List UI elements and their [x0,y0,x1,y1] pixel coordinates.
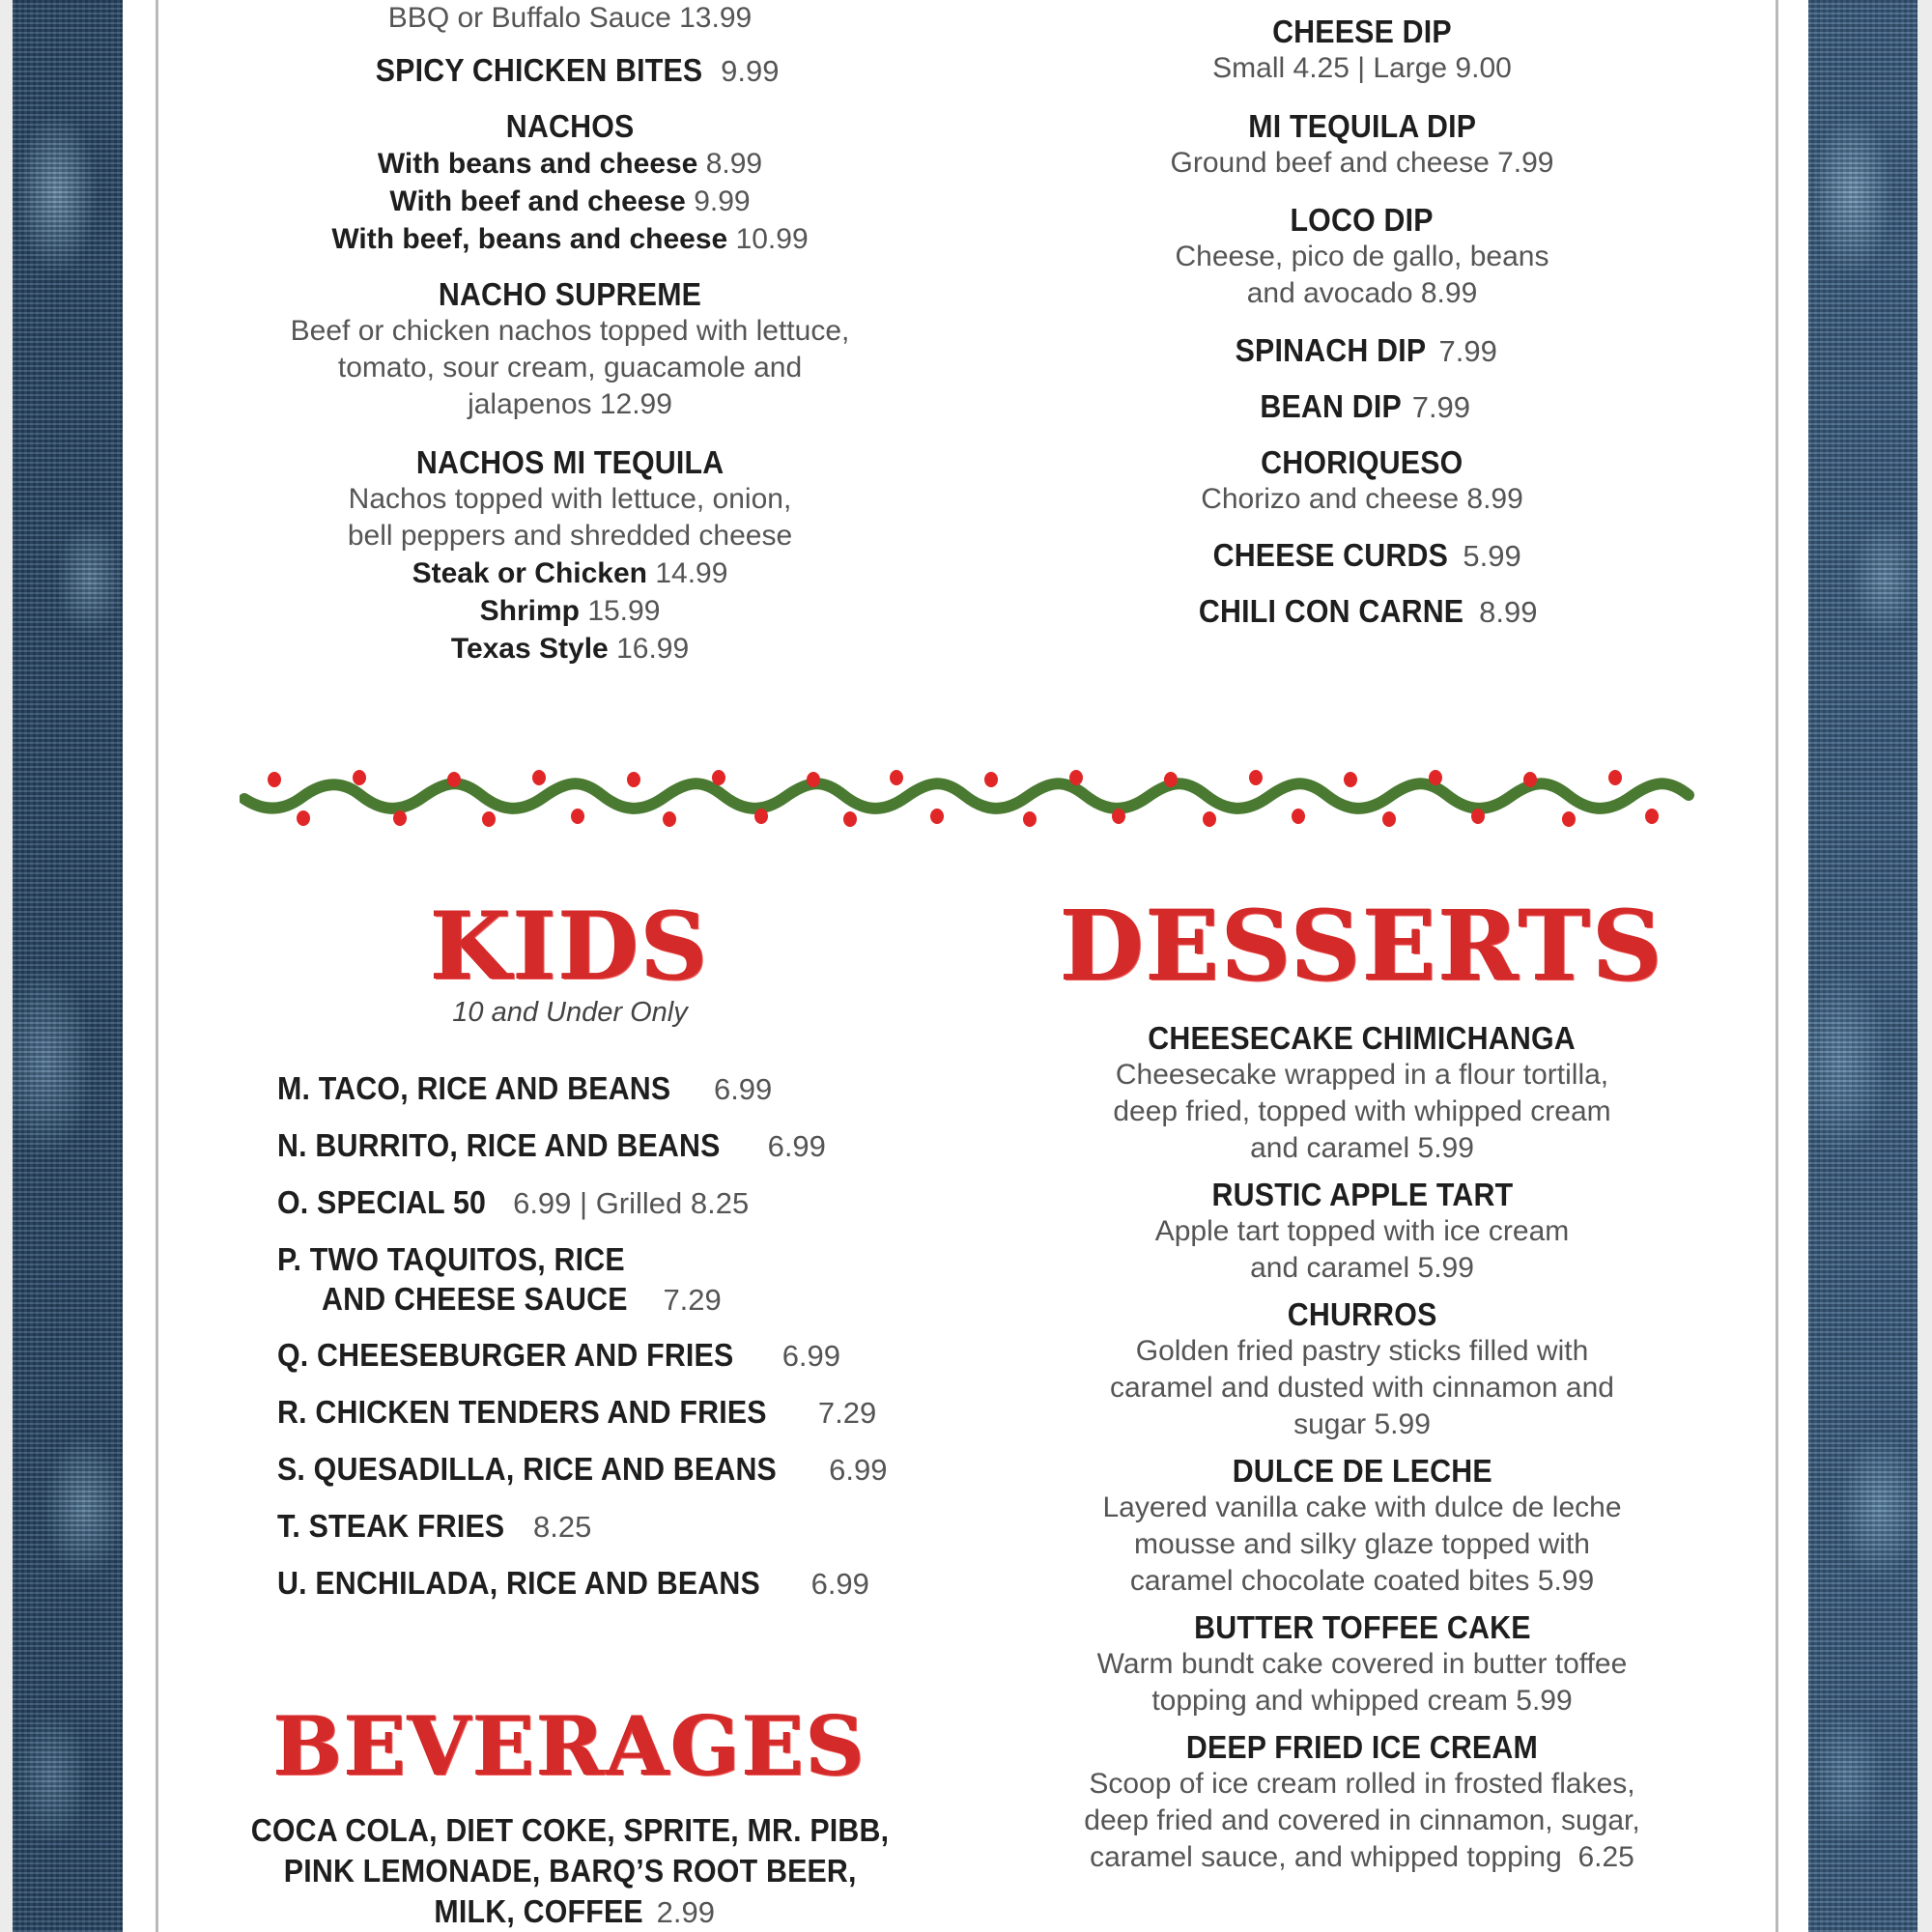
kids-title: KIDS [430,892,710,1001]
beverages-line: COCA COLA, DIET COKE, SPRITE, MR. PIBB, [250,1812,890,1848]
desserts-title: DESSERTS [1060,889,1664,1003]
dessert-item: CHURROS Golden fried pastry sticks filled with caramel and dusted with cinnamon and sugar 5.99 [1110,1296,1614,1440]
dessert-item: RUSTIC APPLE TART Apple tart topped with ice cream and caramel 5.99 [1154,1177,1570,1284]
kids-item: S. QUESADILLA, RICE AND BEANS 6.99 [277,1451,888,1487]
kids-item: U. ENCHILADA, RICE AND BEANS 6.99 [277,1565,869,1601]
kids-item: Q. CHEESEBURGER AND FRIES 6.99 [277,1337,841,1373]
spicy-chicken-bites-item: SPICY CHICKEN BITES 9.99 [375,52,780,88]
nachos-option: With beef, beans and cheese 10.99 [331,223,809,255]
nachos-item: NACHOS With beans and cheese 8.99 With beef and cheese 9.99 With beef, beans and cheese 10.99 [222,108,918,258]
desserts-list [1034,1020,1690,1876]
choriqueso-item: CHORIQUESO Chorizo and cheese 8.99 [1201,444,1523,515]
desserts-section [1034,889,1690,1003]
kids-item: M. TACO, RICE AND BEANS 6.99 [277,1070,773,1106]
kids-item: O. SPECIAL 50 6.99 | Grilled 8.25 [277,1184,750,1220]
kids-item: R. CHICKEN TENDERS AND FRIES 7.29 [277,1394,877,1430]
kids-items-list [277,1061,915,1612]
beverages-section [213,1700,927,1930]
beverages-title: BEVERAGES [273,1698,867,1794]
dessert-item: CHEESECAKE CHIMICHANGA Cheesecake wrapped in a flour tortilla, deep fried, topped with whipped cream and caramel 5.99 [1113,1020,1611,1164]
cheese-curds-item: CHEESE CURDS 5.99 [1212,537,1521,573]
left-rule-line [156,0,158,1932]
loco-dip-item: LOCO DIP Cheese, pico de gallo, beans and avocado 8.99 [1175,202,1549,309]
nachos-option: With beef and cheese 9.99 [389,185,751,217]
kids-subtitle: 10 and Under Only [452,997,688,1028]
dessert-item: BUTTER TOFFEE CAKE Warm bundt cake covered in butter toffee topping and whipped cream 5.99 [1096,1609,1628,1717]
mi-tequila-option: Shrimp 15.99 [479,595,661,627]
mi-tequila-option: Texas Style 16.99 [450,633,690,665]
bean-dip-item: BEAN DIP 7.99 [1260,388,1471,424]
beverages-line: MILK, COFFEE 2.99 [434,1893,716,1929]
decorative-wave-divider [240,758,1698,836]
kids-item: P. TWO TAQUITOS, RICE AND CHEESE SAUCE 7.29 [277,1241,722,1317]
dessert-item: DEEP FRIED ICE CREAM Scoop of ice cream rolled in frosted flakes, deep fried and covered in cinnamon, sugar, caramel sauce, and whipped topping 6.25 [1084,1729,1640,1873]
left-denim-border [13,0,123,1932]
spinach-dip-item: SPINACH DIP 7.99 [1235,332,1497,368]
kids-section [232,892,908,1029]
right-rule-line [1776,0,1778,1932]
mi-tequila-option: Steak or Chicken 14.99 [412,557,728,589]
right-edge-strip [1918,0,1932,1932]
left-edge-strip [0,0,13,1932]
buffalo-wings-partial: BBQ or Buffalo Sauce 13.99 [387,2,753,34]
nachos-option: With beans and cheese 8.99 [377,148,763,180]
nacho-supreme-item: NACHO SUPREME Beef or chicken nachos topped with lettuce, tomato, sour cream, guacamole and jalapenos 12.99 [290,276,850,420]
cheese-dip-item: CHEESE DIP Small 4.25 | Large 9.00 [1212,14,1512,84]
kids-item: N. BURRITO, RICE AND BEANS 6.99 [277,1127,826,1163]
right-denim-border [1808,0,1918,1932]
chili-con-carne-item: CHILI CON CARNE 8.99 [1198,593,1538,629]
nachos-mi-tequila-item: NACHOS MI TEQUILA Nachos topped with lettuce, onion, bell peppers and shredded cheese Steak or Chicken 14.99 Shrimp 15.99 Texas Style 16.99 [222,444,918,668]
beverages-line: PINK LEMONADE, BARQ’S ROOT BEER, [283,1853,857,1889]
kids-item: T. STEAK FRIES 8.25 [277,1508,592,1544]
dessert-item: DULCE DE LECHE Layered vanilla cake with dulce de leche mousse and silky glaze topped with caramel chocolate coated bites 5.99 [1102,1453,1622,1597]
mi-tequila-dip-item: MI TEQUILA DIP Ground beef and cheese 7.99 [1170,108,1554,179]
